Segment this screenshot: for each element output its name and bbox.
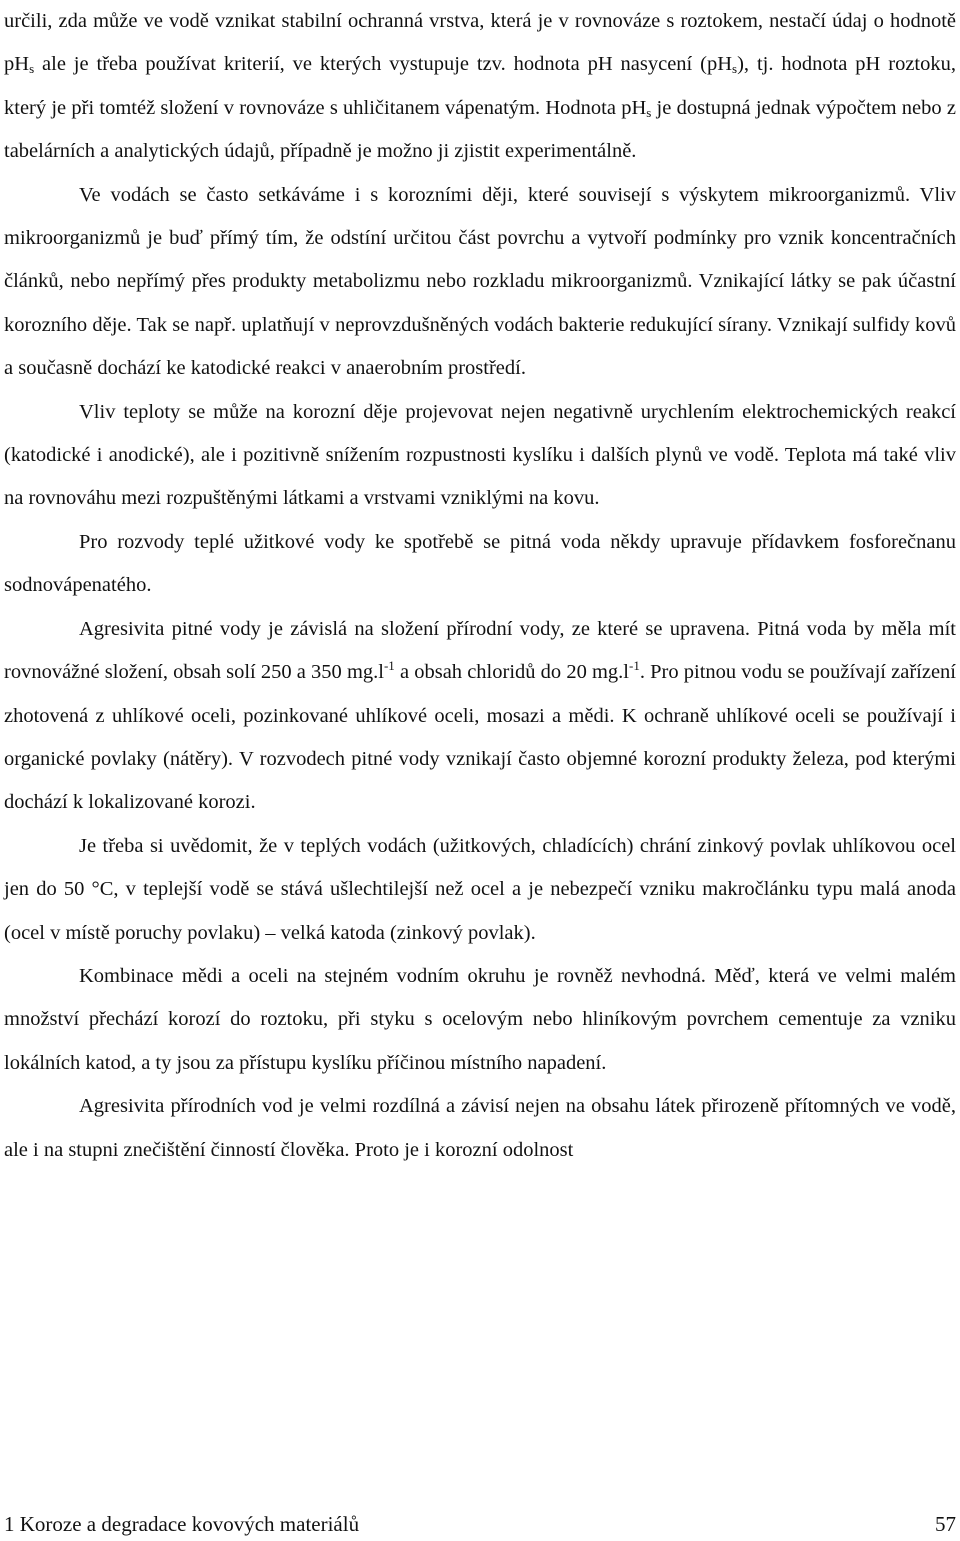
text-segment: Je třeba si uvědomit, že v teplých vodách (užitkových, chladících) chrání zinkový povlak uhlíkovou ocel jen do 50 °C, v teplejší vodě se stává ušlechtilejší než ocel a je nebezpečí vzniku makročlánku typu malá anoda (ocel v místě poruchy povlaku) – velká katoda (zinkový povlak). [4,834,956,944]
paragraph [4,174,956,391]
page-number: 57 [935,1512,956,1536]
text-segment: Kombinace mědi a oceli na stejném vodním okruhu je rovněž nevhodná. Měď, která ve velmi malém množství přechází korozí do roztoku, při styku s ocelovým nebo hliníkovým povrchem cementuje za vzniku lokálních katod, a ty jsou za přístupu kyslíku příčinou místního napadení. [4,964,956,1074]
paragraph [4,1085,956,1172]
text-segment: Agresivita přírodních vod je velmi rozdílná a závisí nejen na obsahu látek přirozeně přítomných ve vodě, ale i na stupni znečištění činností člověka. Proto je i korozní odolnost [4,1095,956,1161]
text-segment: ), tj. hodnota pH roztoku, který je při tomtéž složení v rovnováze s uhličitanem vápenatým. Hodnota pH [4,53,956,119]
subscript: s [732,61,738,77]
text-segment: Pro rozvody teplé užitkové vody ke spotřebě se pitná voda někdy upravuje přídavkem fosforečnanu sodnovápenatého. [4,530,956,597]
text-segment: Agresivita pitné vody je závislá na složení přírodní vody, ze které se upravena. Pitná voda by měla mít rovnovážné složení, obsah solí 250 a 350 mg.l [4,617,956,684]
subscript: s [646,104,652,120]
text-segment: je dostupná jednak výpočtem nebo z tabelárních a analytických údajů, případně je možno ji zjistit experimentálně. [4,96,956,163]
paragraph [4,608,956,825]
superscript: -1 [629,658,640,674]
paragraph [4,0,956,174]
paragraph [4,825,956,955]
text-segment: ale je třeba používat kriterií, ve kterých vystupuje tzv. hodnota pH nasycení (pH [34,53,733,76]
text-segment: . Pro pitnou vodu se používají zařízení zhotovená z uhlíkové oceli, pozinkované uhlíkové oceli, mosazi a mědi. K ochraně uhlíkové oceli se používají i organické povlaky (nátěry). V rozvodech pitné vody vznikají často objemné korozní produkty železa, pod kterými dochází k lokalizované korozi. [4,661,956,814]
paragraph [4,521,956,608]
page-footer [4,1512,956,1537]
paragraph [4,391,956,521]
footer-chapter-title: 1 Koroze a degradace kovových materiálů [4,1512,360,1536]
text-segment: Vliv teploty se může na korozní děje projevovat nejen negativně urychlením elektrochemických reakcí (katodické i anodické), ale i pozitivně snížením rozpustnosti kyslíku i dalších plynů ve vodě. Teplota má také vliv na rovnováhu mezi rozpuštěnými látkami a vrstvami vzniklými na kovu. [4,400,956,510]
superscript: -1 [383,658,395,674]
document-body [4,0,956,1172]
text-segment: určili, zda může ve vodě vznikat stabilní ochranná vrstva, která je v rovnováze s roztokem, nestačí údaj o hodnotě pH [4,10,956,76]
text-segment: Ve vodách se často setkáváme i s korozními ději, které souvisejí s výskytem mikroorganizmů. Vliv mikroorganizmů je buď přímý tím, že odstíní určitou část povrchu a vytvoří podmínky pro vznik koncentračních článků, nebo nepřímý přes produkty metabolizmu nebo rozkladu mikroorganizmů. Vznikající látky se pak účastní korozního děje. Tak se např. uplatňují v neprovzdušněných vodách bakterie redukující sírany. Vznikají sulfidy kovů a současně dochází ke katodické reakci v anaerobním prostředí. [4,183,956,380]
paragraph [4,955,956,1085]
subscript: s [29,61,35,77]
text-segment: a obsah chloridů do 20 mg.l [394,661,629,684]
